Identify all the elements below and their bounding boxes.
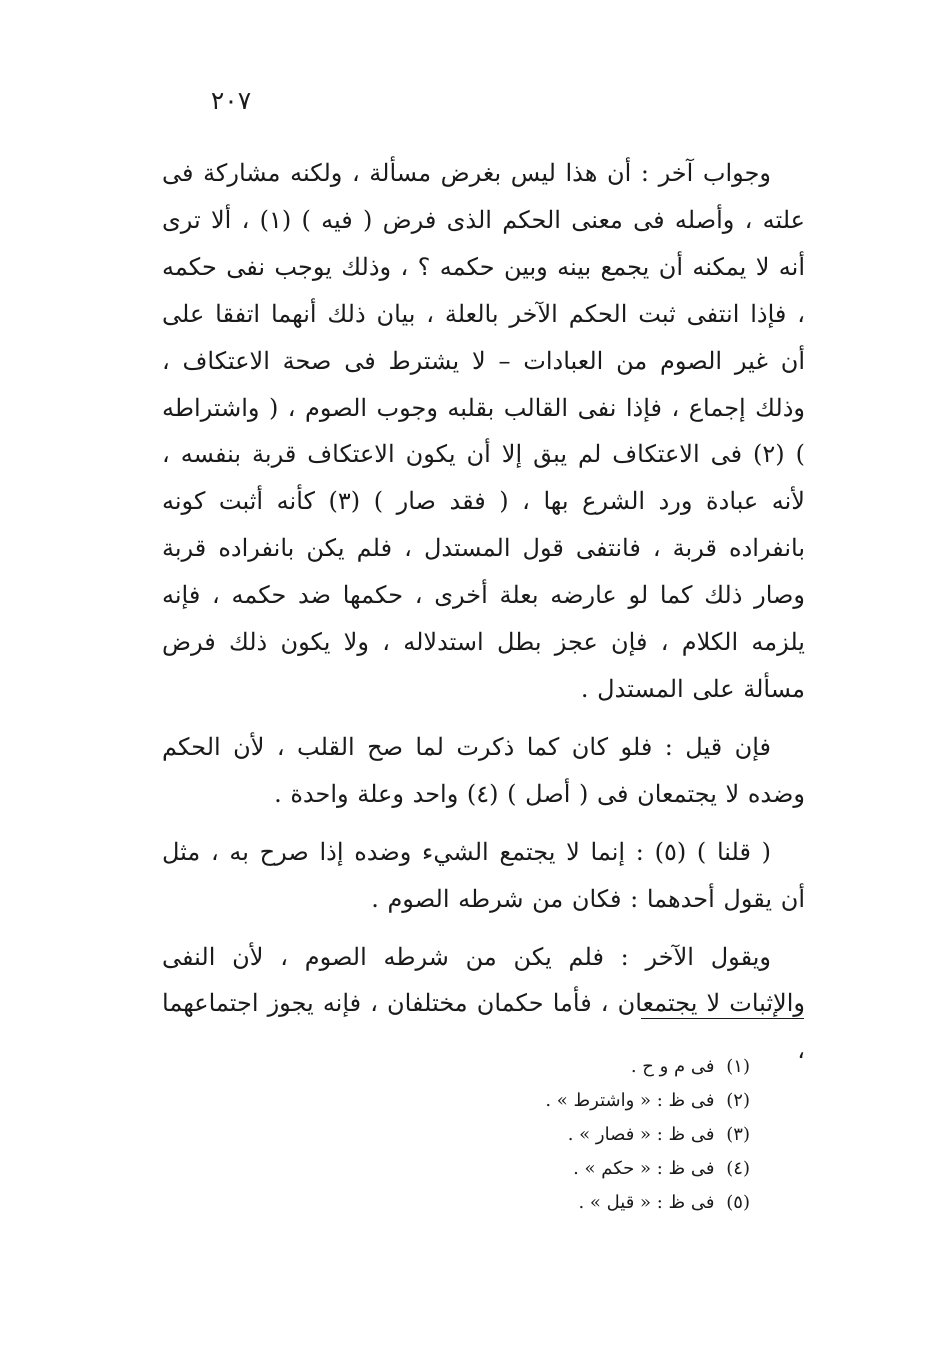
paragraph: ( قلنا ) (٥) : إنما لا يجتمع الشيء وضده إذا صرح به ، مثل أن يقول أحدهما : فكان من شرطه الصوم . xyxy=(162,837,805,913)
footnote-number: (٤) xyxy=(726,1158,750,1179)
footnote xyxy=(400,1152,750,1186)
paragraph: وجواب آخر : أن هذا ليس بغرض مسألة ، ولكنه مشاركة فى علته ، وأصله فى معنى الحكم الذى فرض ( فيه ) (١) ، ألا ترى أنه لا يمكنه أن يجمع بينه وبين حكمه ؟ ، وذلك يوجب نفى حكمه ، فإذا انتفى ثبت الحكم الآخر بالعلة ، بيان ذلك أنهما اتفقا على أن غير الصوم من العبادات – لا يشترط فى صحة الاعتكاف ، وذلك إجماع ، فإذا نفى القالب بقلبه وجوب الصوم ، ( واشتراطه ) (٢) فى الاعتكاف لم يبق إلا أن يكون الاعتكاف قربة بنفسه ، لأنه عبادة ورد الشرع بها ، ( فقد صار ) (٣) كأنه أثبت كونه بانفراده قربة ، فانتفى قول المستدل ، فلم يكن بانفراده قربة وصار ذلك كما لو عارضه بعلة أخرى ، حكمها ضد حكمه ، فإنه يلزمه الكلام ، فإن عجز بطل استدلاله ، ولا يكون ذلك فرض مسألة على المستدل . xyxy=(162,159,806,703)
footnote-number: (٥) xyxy=(726,1192,750,1213)
paragraph: ويقول الآخر : فلم يكن من شرطه الصوم ، لأن النفى والإثبات لا يجتمعان ، فأما حكمان مختلفان ، فإنه يجوز اجتماعهما ، xyxy=(162,942,805,1065)
paragraph: فإن قيل : فلو كان كما ذكرت لما صح القلب ، لأن الحكم وضده لا يجتمعان فى ( أصل ) (٤) واحد وعلة واحدة . xyxy=(162,732,805,808)
footnote-number: (٣) xyxy=(726,1124,750,1145)
footnote-number: (١) xyxy=(726,1056,750,1077)
body-text xyxy=(162,150,805,1074)
footnote-separator xyxy=(641,1018,804,1019)
footnote xyxy=(400,1186,750,1220)
footnote-text: فى ظ : « حكم » . xyxy=(573,1158,715,1179)
footnote xyxy=(400,1118,750,1152)
footnote-text: فى ظ : « فصار » . xyxy=(567,1124,715,1145)
footnote-text: فى ظ : « واشترط » . xyxy=(545,1090,715,1111)
footnotes xyxy=(400,1050,750,1220)
page-number: ٢٠٧ xyxy=(210,86,252,115)
footnote xyxy=(400,1084,750,1118)
footnote-text: فى م و ح . xyxy=(630,1056,715,1077)
footnote xyxy=(400,1050,750,1084)
footnote-text: فى ظ : « قيل » . xyxy=(578,1192,715,1213)
footnote-number: (٢) xyxy=(726,1090,750,1111)
